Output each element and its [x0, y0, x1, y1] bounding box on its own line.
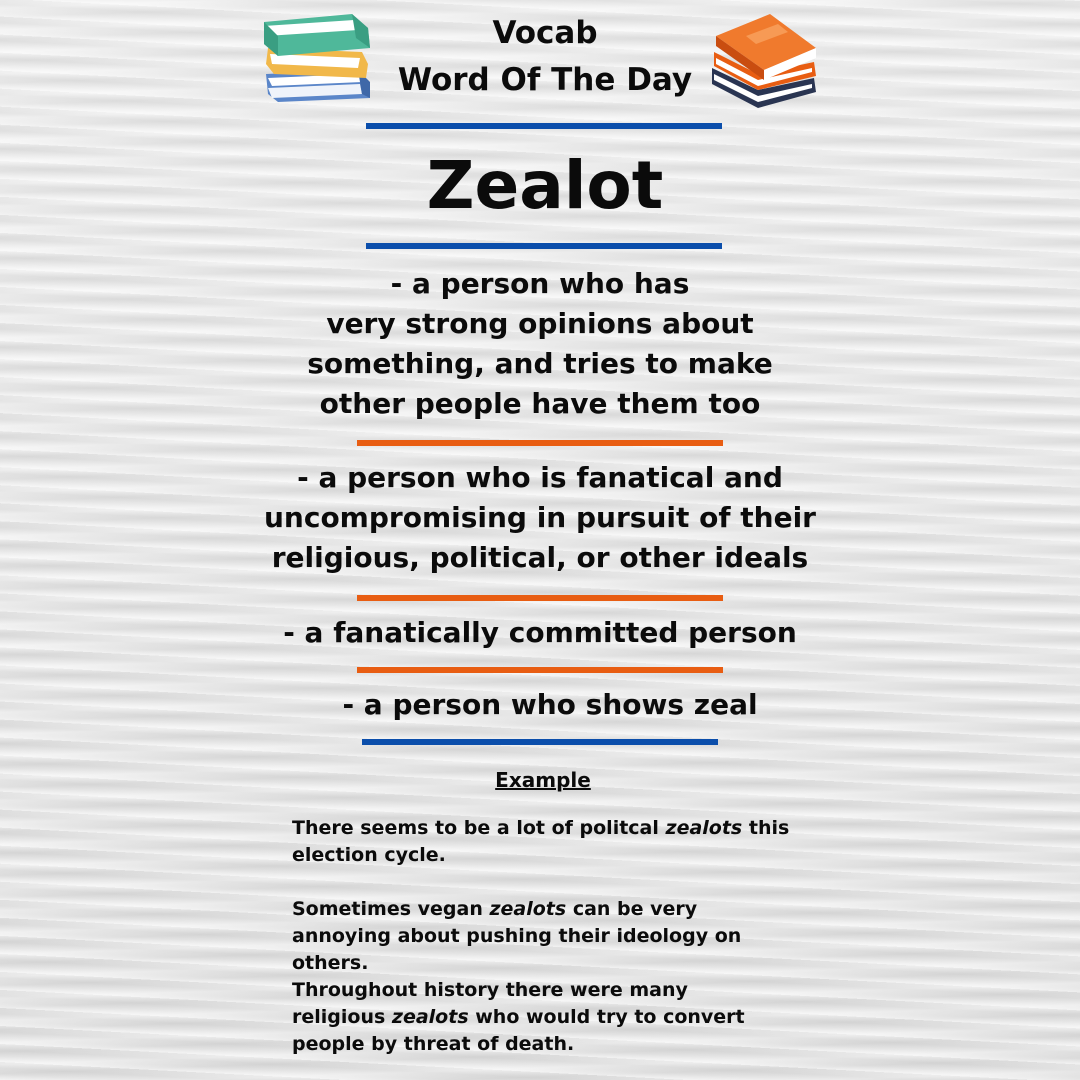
example-keyword: zealots — [665, 817, 743, 839]
divider-orange-3 — [357, 667, 723, 673]
example-text: Throughout history there were many religious — [292, 979, 688, 1028]
definition-4-line: - a person who shows zeal — [342, 688, 758, 721]
divider-blue-bottom — [362, 739, 718, 745]
example-text: this election cycle. — [292, 817, 790, 866]
example-heading: Example — [495, 768, 591, 792]
definition-3 — [240, 613, 840, 653]
definition-1 — [240, 264, 840, 424]
header-title-line1: Vocab — [492, 15, 598, 51]
definition-3-line: - a fanatically committed person — [283, 616, 797, 649]
example-sentence-2 — [292, 896, 792, 977]
example-text: who would try to convert people by threat of death. — [292, 1006, 745, 1055]
definition-1-line: something, and tries to make — [307, 347, 773, 380]
example-text: Sometimes vegan — [292, 898, 490, 920]
example-text: can be very annoying about pushing their ideology on others. — [292, 898, 742, 974]
example-keyword: zealots — [391, 1006, 469, 1028]
definition-1-line: very strong opinions about — [326, 307, 754, 340]
example-text: There seems to be a lot of politcal — [292, 817, 666, 839]
definition-1-line: other people have them too — [319, 387, 761, 420]
definition-4 — [250, 685, 850, 725]
example-sentence-1 — [292, 815, 792, 869]
definition-2-line: religious, political, or other ideals — [271, 541, 809, 574]
word-title: Zealot — [426, 147, 664, 224]
header-title-line2: Word Of The Day — [397, 62, 693, 98]
definition-2-line: uncompromising in pursuit of their — [263, 501, 816, 534]
example-keyword: zealots — [489, 898, 567, 920]
definition-1-line: - a person who has — [390, 267, 690, 300]
example-sentence-3 — [292, 977, 782, 1058]
divider-orange-2 — [357, 595, 723, 601]
divider-blue-under-word — [366, 243, 722, 249]
definition-2-line: - a person who is fanatical and — [297, 461, 783, 494]
definition-2 — [230, 458, 850, 578]
divider-blue-top — [366, 123, 722, 129]
divider-orange-1 — [357, 440, 723, 446]
